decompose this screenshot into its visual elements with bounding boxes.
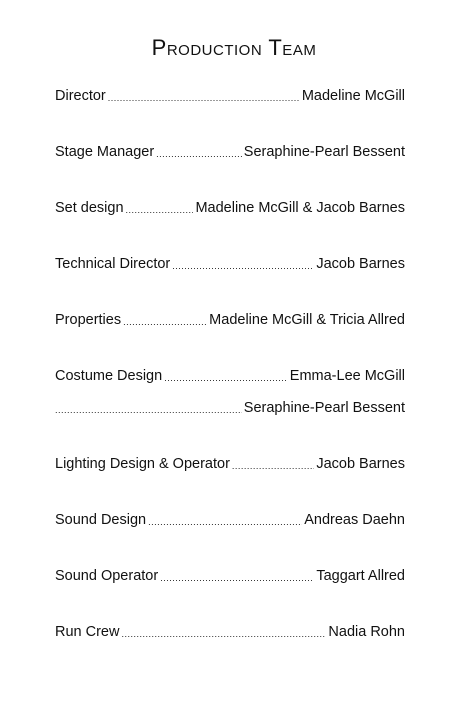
dot-leader	[121, 623, 326, 645]
dot-leader	[164, 367, 288, 389]
dot-leader	[126, 199, 194, 221]
credit-role: Sound Design	[55, 512, 147, 528]
dot-leader	[55, 399, 242, 421]
credit-name: Jacob Barnes	[316, 456, 405, 472]
credit-name: Andreas Daehn	[304, 512, 405, 528]
dot-leader	[156, 143, 242, 165]
credit-name: Emma-Lee McGill	[289, 368, 405, 384]
dot-leader	[148, 511, 302, 533]
credit-row-stage-manager	[55, 141, 405, 163]
dot-leader	[160, 567, 314, 589]
credit-row-lighting	[55, 453, 405, 475]
credit-role: Technical Director	[55, 256, 171, 272]
dot-leader	[108, 87, 300, 109]
credit-row-properties	[55, 309, 405, 331]
credit-name: Jacob Barnes	[316, 256, 405, 272]
credit-name: Seraphine-Pearl Bessent	[243, 144, 405, 160]
credit-role: Costume Design	[55, 368, 163, 384]
credit-row-costume-design	[55, 365, 405, 387]
credit-row-run-crew	[55, 621, 405, 643]
credit-row-sound-design	[55, 509, 405, 531]
credit-name: Seraphine-Pearl Bessent	[243, 400, 405, 416]
credit-role: Set design	[55, 200, 124, 216]
credit-role: Director	[55, 88, 106, 104]
credit-role: Sound Operator	[55, 568, 159, 584]
credit-role: Lighting Design & Operator	[55, 456, 230, 472]
credit-role: Properties	[55, 312, 122, 328]
credit-row-technical-director	[55, 253, 405, 275]
credit-role: Stage Manager	[55, 144, 155, 160]
credit-name: Nadia Rohn	[328, 624, 405, 640]
credit-name: Madeline McGill & Jacob Barnes	[195, 200, 405, 216]
credit-row-director	[55, 85, 405, 107]
credit-name: Taggart Allred	[316, 568, 405, 584]
credit-role: Run Crew	[55, 624, 120, 640]
credit-row-set-design	[55, 197, 405, 219]
credit-name: Madeline McGill & Tricia Allred	[209, 312, 405, 328]
page-title: Production Team	[151, 34, 317, 60]
credit-name: Madeline McGill	[301, 88, 405, 104]
dot-leader	[123, 311, 207, 333]
credit-row-costume-design-cont	[55, 397, 405, 419]
dot-leader	[172, 255, 314, 277]
dot-leader	[232, 455, 314, 477]
credit-row-sound-operator	[55, 565, 405, 587]
